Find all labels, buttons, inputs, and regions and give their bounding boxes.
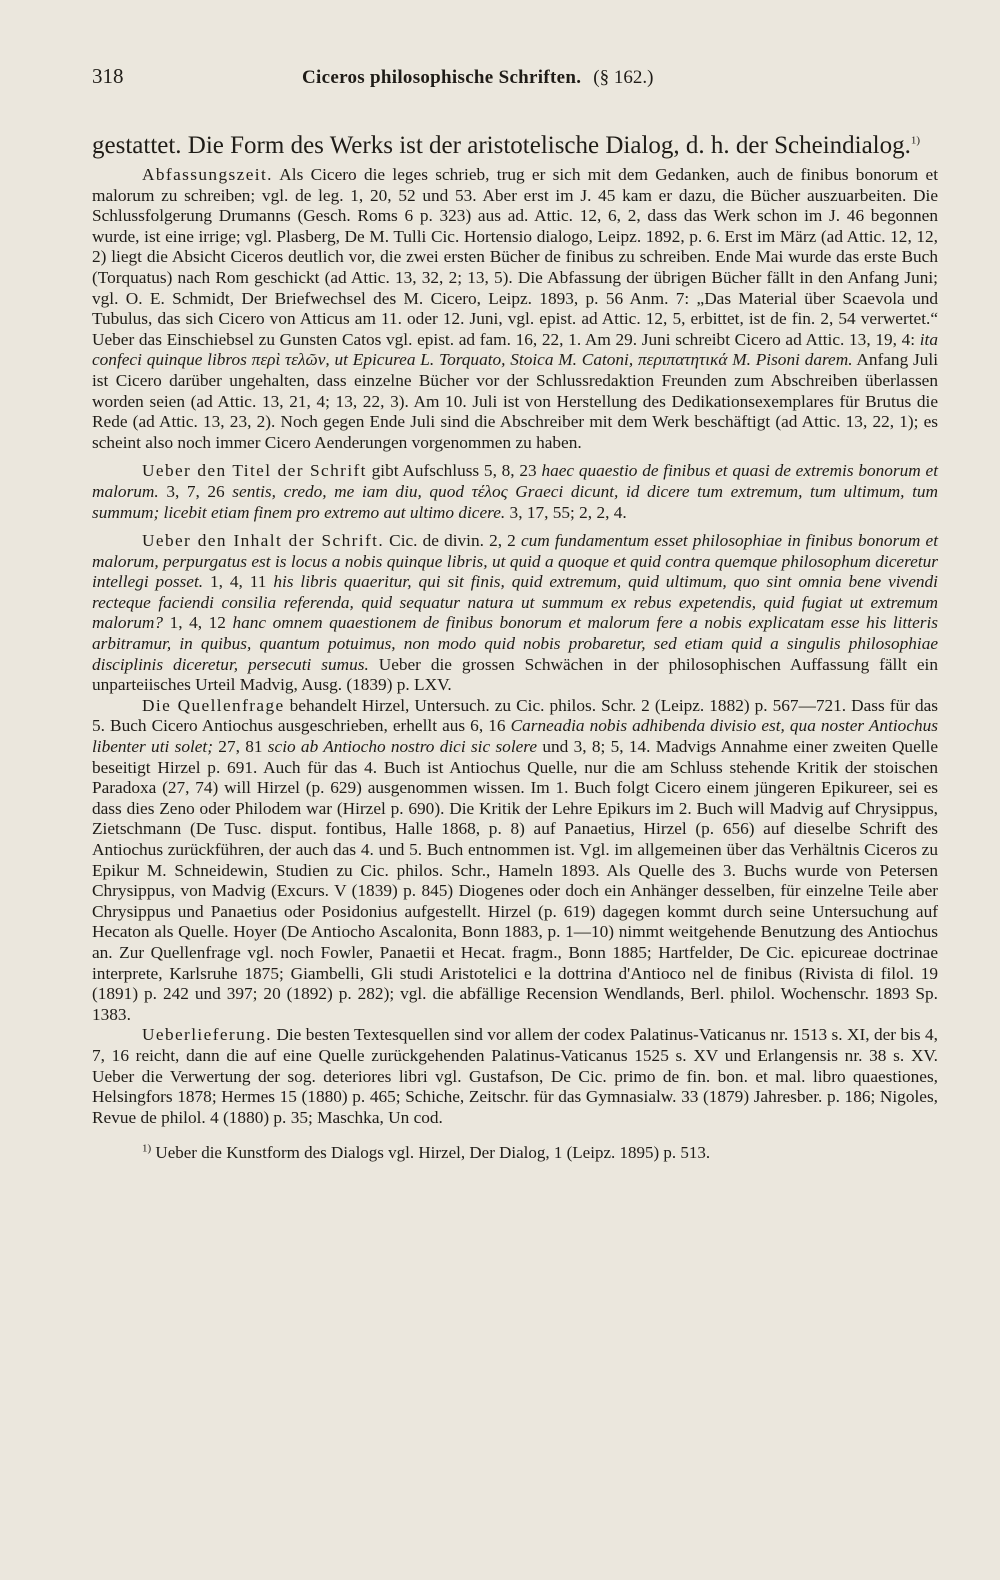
paragraph-abfassungszeit [92, 165, 938, 453]
latin-quote: sentis, credo, me iam diu, quod τέλος Graeci dicunt, id dicere tum extremum, tum ultimum, tum summum; licebit etiam finem pro extremo aut ultimo dicere. [92, 481, 939, 522]
paragraph-text: behandelt Hirzel, Untersuch. zu Cic. philos. Schr. 2 (Leipz. 1882) p. 567—721. Dass für das 5. Buch Cicero Antiochus ausgeschrieben, erhellt aus 6, 16 [92, 695, 938, 736]
paragraph-text: 3, 17, 55; 2, 2, 4. [505, 502, 627, 522]
latin-quote: haec quaestio de finibus et quasi de extremis bonorum et malorum. [92, 461, 938, 501]
latin-quote: ita confeci quinque libros περὶ τελῶν, ut Epicurea L. Torquato, Stoica M. Catoni, περιπατητικά M. Pisoni darem. [92, 329, 938, 370]
latin-quote: his libris quaeritur, qui sit finis, quid extremum, quid ultimum, quo sint omnia bene vivendi recteque faciendi consilia referenda, quid sequatur natura ut summum ex rebus expetendis, quid fugiat ut extremum malorum? [92, 572, 938, 633]
body-text [92, 165, 938, 1163]
paragraph-text: 27, 81 [213, 737, 268, 757]
footnote-text: Ueber die Kunstform des Dialogs vgl. Hirzel, Der Dialog, 1 (Leipz. 1895) p. 513. [151, 1143, 711, 1163]
page-number: 318 [92, 64, 124, 88]
paragraph-text: 1, 4, 11 [203, 572, 274, 592]
running-title: Ciceros philosophische Schriften. [302, 67, 582, 88]
latin-quote: hanc omnem quaestionem de finibus bonorum et malorum fere a nobis explicatam esse his litteris arbitramur, in quibus, quantum potuimus, non modo quid nobis probaretur, sed etiam quid a singulis philosophiae disciplinis diceretur, persecuti sumus. [92, 613, 938, 674]
paragraph-text: Die besten Textesquellen sind vor allem der codex Palatinus-Vaticanus nr. 1513 s. XI, der bis 4, 7, 16 reicht, dann die auf eine Quelle zurückgehenden Palatinus-Vaticanus 1525 s. XV und Erlangensis nr. 38 s. XV. Ueber die Verwertung der sog. deteriores libri vgl. Gustafson, De Cic. primo de fin. bon. et mal. libro quaestiones, Helsingfors 1878; Hermes 15 (1880) p. 465; Schiche, Zeitschr. für das Gymnasialw. 33 (1879) Jahresber. p. 186; Nigoles, Revue de philol. 4 (1880) p. 35; Maschka, Un cod. [92, 1025, 938, 1127]
paragraph-text: 1, 4, 12 [163, 613, 233, 633]
paragraph-text: 3, 7, 26 [158, 481, 233, 501]
footnote [92, 1143, 938, 1163]
paragraph-text: Cic. de divin. 2, 2 [384, 531, 521, 551]
latin-quote: cum fundamentum esset philosophiae in finibus bonorum et malorum, perpurgatus est is locus a nobis quinque libris, ut quid a quoque et quid contra quemque philosophum diceretur intellegi posset. [92, 531, 939, 592]
running-head [92, 64, 938, 104]
paragraph-text: Als Cicero die leges schrieb, trug er sich mit dem Gedanken, auch de finibus bonorum et malorum zu schreiben; vgl. de leg. 1, 20, 52 und 53. Aber erst im J. 45 kam er dazu, die Bücher auszuarbeiten. Die Schlussfolgerung Drumanns (Gesch. Roms 6 p. 323) aus ad. Attic. 12, 6, 2, dass das Werk schon im J. 46 begonnen wurde, ist eine irrige; vgl. Plasberg, De M. Tulli Cic. Hortensio dialogo, Leipz. 1892, p. 6. Erst im März (ad Attic. 12, 12, 2) liegt die Absicht Ciceros deutlich vor, die zwei ersten Bücher de finibus zu schreiben. Ende Mai wurde das erste Buch (Torquatus) nach Rom geschickt (ad Attic. 13, 32, 2; 13, 5). Die Abfassung der übrigen Bücher fällt in den Anfang Juni; vgl. O. E. Schmidt, Der Briefwechsel des M. Cicero, Leipz. 1893, p. 56 Anm. 7: „Das Material über Scaevola und Tubulus, das sich Cicero von Atticus am 11. oder 12. Juni, vgl. epist. ad Attic. 12, 5, erbittet, ist de fin. 2, 54 verwertet.“ Ueber das Einschiebsel zu Gunsten Catos vgl. epist. ad fam. 16, 22, 1. Am 29. Juni schreibt Cicero ad Attic. 13, 19, 4: [92, 165, 938, 349]
section-label: Die Quellenfrage [142, 695, 285, 715]
paragraph-text: Ueber die grossen Schwächen in der philosophischen Auffassung fällt ein unparteiisches Urteil Madvig, Ausg. (1839) p. LXV. [92, 654, 938, 695]
paragraph-quellenfrage [92, 696, 938, 1026]
section-label: Ueber den Inhalt der Schrift. [142, 531, 385, 551]
paragraph-titel [92, 461, 938, 523]
intro-text [92, 132, 938, 159]
section-label: Abfassungszeit. [142, 165, 273, 184]
section-reference: (§ 162.) [593, 67, 654, 88]
paragraph-ueberlieferung [92, 1025, 938, 1128]
section-label: Ueberlieferung. [142, 1025, 272, 1045]
paragraph-inhalt [92, 531, 938, 696]
footnote-marker: 1) [142, 1142, 152, 1155]
paragraph-text: Anfang Juli ist Cicero darüber ungehalten, dass einzelne Bücher vor der Schlussredaktion Freunden zum Abschreiben überlassen worden seien (ad Attic. 13, 21, 4; 13, 22, 3). Am 10. Juli ist von Herstellung des Dedikationsexemplares für Brutus die Rede (ad Attic. 13, 23, 2). Noch gegen Ende Juli sind die Abschreiber mit dem Werk beschäftigt (ad Attic. 13, 22, 1); es scheint also noch immer Cicero Aenderungen vorgenommen zu haben. [92, 350, 938, 452]
section-label: Ueber den Titel der Schrift [142, 461, 367, 481]
latin-quote: scio ab Antiocho nostro dici sic solere [267, 737, 538, 757]
latin-quote: Carneadia nobis adhibenda divisio est, qua noster Antiochus libenter uti solet; [92, 716, 938, 757]
paragraph-text: gibt Aufschluss 5, 8, 23 [366, 461, 542, 481]
footnote-ref: 1) [910, 134, 921, 147]
intro-sentence: gestattet. Die Form des Werks ist der aristotelische Dialog, d. h. der Scheindialog. [92, 132, 911, 159]
paragraph-text: und 3, 8; 5, 14. Madvigs Annahme einer zweiten Quelle beseitigt Hirzel p. 691. Auch für das 4. Buch ist Antiochus Quelle, nur die am Schluss stehende Kritik der stoischen Paradoxa (27, 74) will Hirzel (p. 629) ausgenommen wissen. Im 1. Buch folgt Cicero einem jüngeren Epikureer, sei es dass dies Zeno oder Philodem war (Hirzel p. 690). Die Kritik der Lehre Epikurs im 2. Buch will Madvig auf Chrysippus, Zietschmann (De Tusc. disput. fontibus, Halle 1868, p. 8) auf Panaetius, Hirzel (p. 656) auf dieselbe Schrift des Antiochus zurückführen, der auch das 4. und 5. Buch entnommen ist. Vgl. im allgemeinen über das Verhältnis Ciceros zu Epikur M. Schneidewin, Studien zu Cic. philos. Schr., Hameln 1893. Als Quelle des 3. Buchs wurde von Petersen Chrysippus, von Madvig (Excurs. V (1839) p. 845) Diogenes oder doch ein Anhänger desselben, für einzelne Teile aber Chrysippus und Panaetius oder Posidonius aufgestellt. Hirzel (p. 619) dagegen kommt durch seine Untersuchung auf Hecaton als Quelle. Hoyer (De Antiocho Ascalonita, Bonn 1883, p. 1—10) nimmt weitgehende Benutzung des Antiochus an. Zur Quellenfrage vgl. noch Fowler, Panaetii et Hecat. fragm., Bonn 1885; Hartfelder, De Cic. epicureae doctrinae interprete, Karlsruhe 1875; Giambelli, Gli studi Aristotelici e la dottrina d'Antioco nel de finibus (Rivista di filol. 19 (1891) p. 242 und 397; 20 (1892) p. 282); vgl. die abfällige Recension Wendlands, Berl. philol. Wochenschr. 1893 Sp. 1383. [92, 737, 939, 1024]
